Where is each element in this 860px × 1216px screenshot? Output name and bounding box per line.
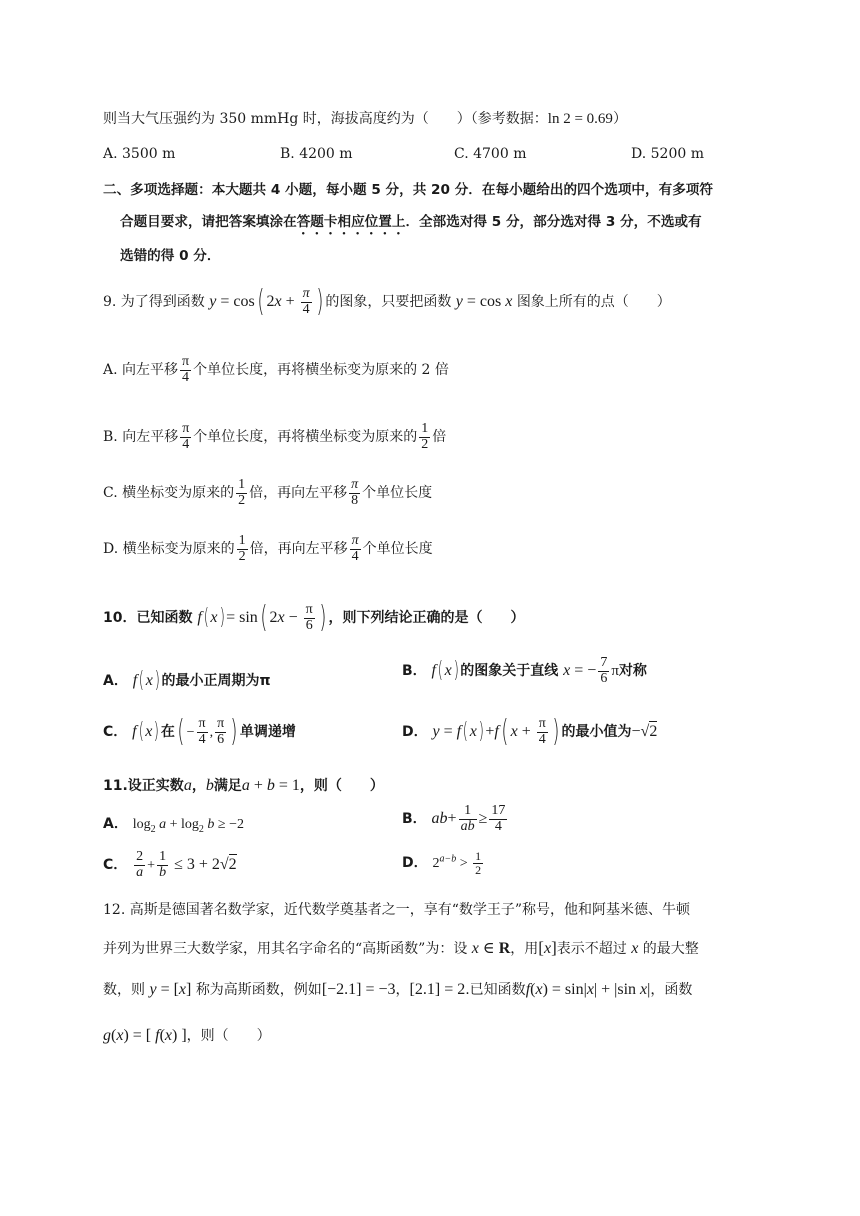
q9-option-b: B. 向左平移 $\frac{\pi}{4}$ 个单位长度，再将横坐标变为原来的 $\frac{1}{2}$ 倍: [103, 421, 447, 452]
q10-a-label: A．: [103, 673, 128, 690]
q12-line1: 12. 高斯是德国著名数学家，近代数学奠基者之一，享有“数学王子”称号，他和阿基米德、牛顿: [103, 902, 691, 918]
q8-option-c: C. 4700 m: [454, 146, 527, 162]
q11-stem-b: ，: [191, 778, 206, 794]
q12-line4b: ，则（ ）: [186, 1028, 271, 1044]
q10-c-text1: 在: [160, 724, 175, 740]
q11-option-c: C． $\frac{2}{a}$ + $\frac{1}{b}$ ≤ 3 + 2√2: [103, 849, 237, 880]
section2-line1: 二、多项选择题：本大题共 4 小题，每小题 5 分，共 20 分．在每小题给出的四个选项中，有多项符: [103, 182, 713, 198]
q8-option-d: D. 5200 m: [631, 146, 704, 162]
q12-line3e: ，函数: [650, 982, 693, 998]
q10-option-c: C． f( x) 在( − $\frac{\pi}{4}$ , $\frac{\pi}{6}$ ) 单调递增: [103, 714, 296, 749]
q12-line2b: ，用: [510, 941, 539, 957]
q9-option-c: C. 横坐标变为原来的 $\frac{1}{2}$ 倍，再向左平移 $\frac{\pi}{8}$ 个单位长度: [103, 477, 433, 508]
q11-stem-c: 满足: [213, 778, 242, 794]
q10-c-text2: 单调递增: [239, 724, 296, 740]
q9-c-text3: 个单位长度: [362, 485, 433, 502]
q10-b-label: B．: [402, 663, 427, 680]
q11-stem-d: ，则（ ）: [299, 778, 384, 794]
q12-line3a: 数，则: [103, 982, 145, 998]
q9-frac-pi-4: $\frac{\pi}{4}$: [302, 285, 310, 317]
q10-a-text: 的最小正周期为π: [161, 673, 271, 690]
q11-a-label: A．: [103, 816, 128, 832]
q8-text: 则当大气压强约为 350 mmHg 时，海拔高度约为（ ）（参考数据：: [103, 111, 548, 127]
q11-b-label: B．: [402, 811, 427, 828]
q8-option-a: A. 3500 m: [103, 146, 176, 162]
q10-stem: 10．已知函数 f( x) = sin( 2x − $\frac{\pi}{6}$ ) ，则下列结论正确的是（ ）: [103, 600, 525, 635]
q9-stem-b: 的图象，只要把函数: [325, 294, 452, 310]
q10-stem-b: ，则下列结论正确的是（ ）: [328, 610, 525, 626]
q11-stem: 11.设正实数a，b满足a + b = 1，则（ ）: [103, 777, 384, 794]
q12-line2a: 并列为世界三大数学家，用其名字命名的“高斯函数”为：设: [103, 941, 468, 957]
q12-line3c: ，: [395, 982, 410, 998]
q12-line4: g(x) = [ f(x) ]，则（ ）: [103, 1027, 271, 1044]
q9-d-text1: D. 横坐标变为原来的: [103, 541, 235, 558]
q12-line3b: 称为高斯函数，例如: [195, 982, 322, 998]
section2-line2c: ．全部选对得 5 分，部分选对得 3 分，不选或有: [405, 214, 702, 230]
answer-card-emphasis: 答题卡相应位置上: [296, 214, 406, 230]
q12-line2d: 的最大整: [642, 941, 699, 957]
section2-line2a: 合题目要求，请把答案填涂在: [120, 214, 297, 230]
q10-option-a: A． f( x) 的最小正周期为π: [103, 668, 271, 693]
q10-d-text: 的最小值为: [561, 724, 632, 740]
q11-option-d: D． $2^{a-b}$ > $\frac{1}{2}$: [402, 849, 482, 877]
q10-b-text1: 的图象关于直线: [460, 663, 559, 680]
q9-d-text3: 个单位长度: [362, 541, 433, 558]
q12-line2c: 表示不超过: [556, 941, 627, 957]
q9-option-d: D. 横坐标变为原来的 $\frac{1}{2}$ 倍，再向左平移 $\frac{\pi}{4}$ 个单位长度: [103, 533, 433, 564]
q9-stem: 9. 为了得到函数 y = cos( 2x + $\frac{\pi}{4}$ ) 的图象，只要把函数 y = cos x 图象上所有的点（ ）: [103, 284, 671, 319]
q12-line3: 数，则 y = [x] 称为高斯函数，例如[−2.1] = −3，[2.1] = 2.已知函数f(x) = sin|x| + |sin x|，函数: [103, 981, 693, 998]
q10-c-label: C．: [103, 724, 128, 740]
q9-stem-c: 图象上所有的点（ ）: [516, 294, 671, 310]
q8-stem-tail: [103, 110, 627, 128]
q11-stem-a: 11.设正实数: [103, 778, 184, 794]
q11-option-a: A． $\log_2 a + \log_2 b \ge -2$: [103, 816, 244, 835]
q9-b-text3: 倍: [432, 429, 447, 446]
q11-d-label: D．: [402, 855, 428, 872]
section2-line2: [120, 214, 702, 238]
section2-line3: 选错的得 0 分．: [120, 248, 221, 264]
q9-d-text2: 倍，再向左平移: [249, 541, 348, 558]
q10-stem-a: 10．已知函数: [103, 610, 193, 626]
q8-option-b: B. 4200 m: [280, 146, 353, 162]
q8-close: ）: [612, 111, 627, 127]
q9-a-text2: 个单位长度，再将横坐标变为原来的 2 倍: [193, 362, 449, 379]
q10-d-label: D．: [402, 724, 428, 740]
q9-stem-a: 9. 为了得到函数: [103, 294, 205, 310]
q12-line2: 并列为世界三大数学家，用其名字命名的“高斯函数”为：设 x ∈ R，用[x]表示不超过 x 的最大整: [103, 938, 699, 957]
q9-b-text1: B. 向左平移: [103, 429, 179, 446]
q9-c-text2: 倍，再向左平移: [249, 485, 348, 502]
q10-option-b: B． f( x) 的图象关于直线 x = − $\frac{7}{6}$ π对称: [402, 655, 647, 686]
q11-c-label: C．: [103, 857, 128, 874]
q9-b-text2: 个单位长度，再将横坐标变为原来的: [193, 429, 418, 446]
q8-reference-data: ln 2 = 0.69: [547, 111, 613, 127]
q9-c-text1: C. 横坐标变为原来的: [103, 485, 235, 502]
q12-line3d: .已知函数: [465, 982, 526, 998]
q9-a-text1: A. 向左平移: [103, 362, 179, 379]
q9-option-a: A. 向左平移 $\frac{\pi}{4}$ 个单位长度，再将横坐标变为原来的 2 倍: [103, 354, 449, 385]
q10-b-text2: 对称: [618, 663, 647, 680]
q10-option-d: D． y = f( x) +f( x + $\frac{\pi}{4}$ ) 的最小值为−√2: [402, 714, 658, 749]
q11-option-b: B． ab+ $\frac{1}{ab}$ ≥ $\frac{17}{4}$: [402, 803, 506, 834]
